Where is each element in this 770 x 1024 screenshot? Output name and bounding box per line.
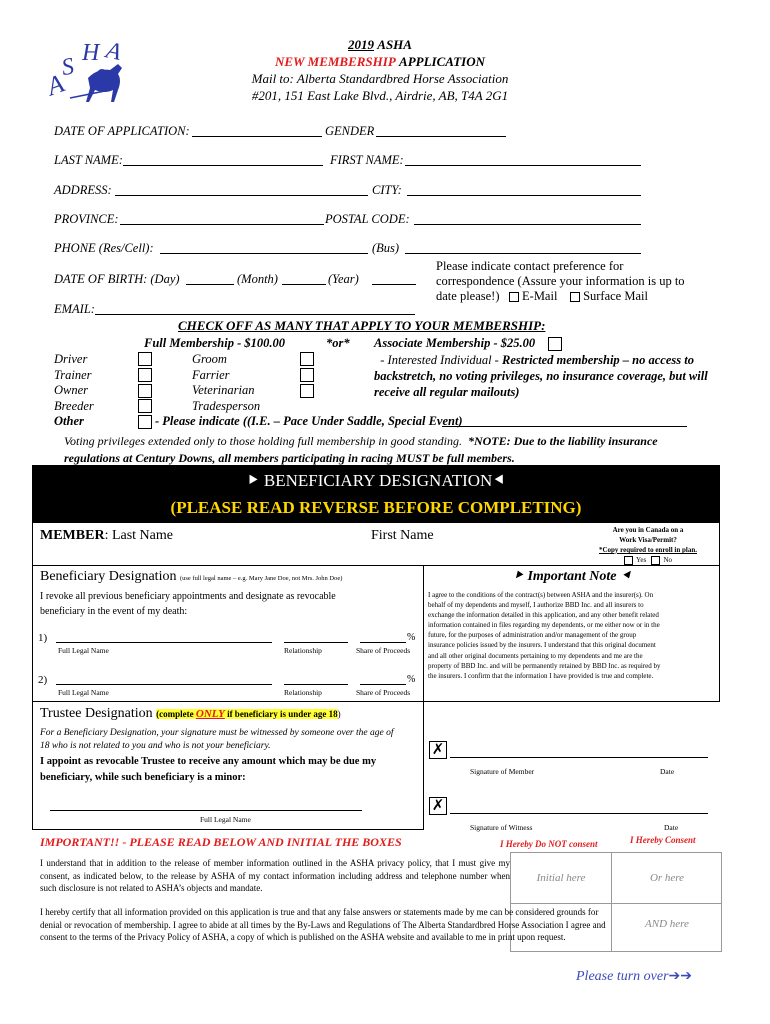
assoc-desc-line3: receive all regular mailouts) [374, 385, 520, 399]
member-first-name: First Name [371, 528, 434, 543]
surface-mail-label: Surface Mail [583, 289, 648, 303]
beneficiary-title-note: (use full legal name – e.g. Mary Jane Doe, not Mrs. John Doe) [179, 575, 343, 582]
last-name-label2: : Last Name [104, 528, 173, 543]
important-consent-heading: IMPORTANT!! - PLEASE READ BELOW AND INITIAL THE BOXES [40, 835, 402, 849]
voting-privileges [64, 433, 754, 467]
dob-month-field[interactable] [282, 284, 326, 285]
yes-label: Yes [636, 556, 647, 564]
last-name-field[interactable] [123, 165, 323, 166]
b1-full-legal-name-label: Full Legal Name [58, 646, 109, 655]
groom-checkbox[interactable] [300, 352, 314, 366]
witness-signature-label: Signature of Witness [470, 823, 533, 832]
associate-membership-label: Associate Membership - $25.00 [374, 336, 536, 350]
canada-q2: Work Visa/Permit? [619, 536, 677, 544]
other-indicate-text [155, 414, 463, 429]
province-field[interactable] [120, 224, 324, 225]
phone-field[interactable] [160, 253, 368, 254]
left-role-checkboxes [138, 351, 152, 429]
witness-signature-field[interactable] [450, 813, 708, 814]
role-veterinarian: Veterinarian [192, 383, 255, 398]
breeder-checkbox[interactable] [138, 399, 152, 413]
left-roles [54, 352, 94, 430]
first-name-label: FIRST NAME: [330, 153, 404, 167]
b2-relationship-label: Relationship [284, 688, 322, 697]
important-note-title: Important Note [527, 569, 617, 584]
last-name-label: LAST NAME: [54, 153, 123, 167]
note-line: information contained in files regarding my dependents, or me either now or in the [428, 621, 660, 630]
banner-title: BENEFICIARY DESIGNATION [263, 471, 493, 490]
assoc-desc-line2: backstretch, no voting privileges, no insurance coverage, but will [374, 369, 708, 383]
trustee-note-close: ) [337, 709, 341, 719]
or-label: *or* [326, 336, 350, 350]
header-title: APPLICATION [399, 54, 485, 69]
beneficiary-2-relationship-field[interactable] [284, 684, 348, 685]
b1-relationship-label: Relationship [284, 646, 322, 655]
header-address: #201, 151 East Lake Blvd., Airdrie, AB, T4A 2G1 [251, 88, 509, 103]
role-tradesperson: Tradesperson [192, 398, 261, 413]
trustee-title: Trustee Designation [40, 706, 153, 721]
witness-line1: For a Beneficiary Designation, your signature must be witnessed by someone over the age of [40, 728, 394, 738]
contact-pref-line2: correspondence (Assure your information is up to [436, 274, 685, 288]
address-field[interactable] [115, 195, 368, 196]
owner-checkbox[interactable] [138, 384, 152, 398]
beneficiary-banner [32, 465, 720, 523]
postal-code-label: POSTAL CODE: [325, 212, 410, 226]
beneficiary-1-share-field[interactable] [360, 642, 406, 643]
role-breeder: Breeder [54, 398, 94, 413]
dob-day-field[interactable] [186, 284, 234, 285]
email-option-label: E-Mail [522, 289, 558, 303]
member-label: MEMBER [40, 528, 105, 543]
member-date-label: Date [660, 767, 675, 776]
appoint-line1: I appoint as revocable Trustee to receive any amount which may be due my [40, 756, 377, 767]
associate-description [374, 352, 754, 400]
trustee-witness-text [40, 727, 420, 753]
witness-date-label: Date [664, 823, 679, 832]
gender-label: GENDER [325, 124, 375, 138]
voting-line2: regulations at Century Downs, all members participating in racing MUST be full members. [64, 451, 515, 465]
canada-question [588, 525, 708, 565]
contact-preference [436, 259, 736, 304]
or-here-label: Or here [649, 872, 685, 884]
note-line: exchange the information detailed in this application, and any other benefit related [428, 611, 659, 620]
please-turn-over [576, 968, 692, 985]
beneficiary-2-number: 2) [38, 674, 48, 686]
header-year: 2019 [348, 37, 375, 52]
phone-label: PHONE (Res/Cell): [54, 241, 154, 255]
role-groom: Groom [192, 352, 227, 366]
banner-line1: ⯈ BENEFICIARY DESIGNATION⯇ [246, 471, 506, 490]
email-field[interactable] [95, 314, 415, 315]
contact-pref-line3: date please!) [436, 289, 500, 303]
note-line: and all other original documents pertaining to my dependents and me are the [428, 651, 643, 660]
member-signature-field[interactable] [450, 757, 708, 758]
consent-label: I Hereby Consent [630, 835, 696, 845]
email-pref-checkbox[interactable] [509, 292, 519, 302]
witness-signature-x-icon [429, 797, 447, 815]
veterinarian-checkbox[interactable] [300, 384, 314, 398]
trustee-note-only: ONLY [195, 708, 225, 720]
note-line: future, for the purposes of administration and/or management of the group [428, 631, 637, 640]
dob-year-field[interactable] [372, 284, 416, 285]
member-signature-label: Signature of Member [470, 767, 535, 776]
revoke-text [40, 589, 420, 619]
b2-full-legal-name-label: Full Legal Name [58, 688, 109, 697]
initial-here-label: Initial here [536, 872, 586, 884]
dob-year-label: (Year) [328, 272, 359, 286]
right-roles [192, 352, 260, 414]
important-note-body [428, 590, 716, 681]
beneficiary-2-share-field[interactable] [360, 684, 406, 685]
revoke-line2: beneficiary in the event of my death: [40, 606, 188, 617]
city-label: CITY: [372, 183, 402, 197]
and-here-label: AND here [645, 918, 689, 930]
assoc-desc-restricted: Restricted membership – no access to [501, 353, 694, 367]
beneficiary-1-pct: % [407, 632, 416, 643]
trustee-note-pre: (complete [156, 709, 196, 719]
important-note-title-row: ⯈ Important Note ⯇ [512, 569, 632, 584]
city-field[interactable] [407, 195, 641, 196]
svg-text:S: S [59, 53, 77, 82]
x-mark: ✗ [431, 798, 445, 814]
address-label: ADDRESS: [54, 183, 112, 197]
driver-checkbox[interactable] [138, 352, 152, 366]
contact-pref-line1: Please indicate contact preference for [436, 259, 624, 273]
canada-q1: Are you in Canada on a [612, 526, 684, 534]
beneficiary-box [32, 566, 424, 702]
role-owner: Owner [54, 383, 89, 398]
trainer-checkbox[interactable] [138, 368, 152, 382]
witness-line2: 18 who is not related to you and who is not your beneficiary. [40, 741, 271, 751]
beneficiary-title-row [40, 569, 342, 585]
surface-mail-checkbox[interactable] [570, 292, 580, 302]
no-label: No [663, 556, 672, 564]
associate-membership-checkbox[interactable] [548, 337, 562, 351]
voting-note: *NOTE: Due to the liability insurance [467, 434, 658, 448]
svg-text:A: A [43, 68, 68, 102]
gender-field[interactable] [376, 136, 506, 137]
full-membership-label: Full Membership - $100.00 [144, 336, 285, 350]
other-checkbox[interactable] [138, 415, 152, 429]
bus-label: (Bus) [372, 241, 400, 255]
turn-over-text: Please turn over [576, 969, 669, 984]
header-title-red: NEW MEMBERSHIP [275, 54, 396, 69]
role-other: Other [54, 414, 84, 429]
trustee-name-field[interactable] [50, 810, 362, 811]
consent-paragraph-1: I understand that in addition to the release of member information outlined in the ASHA privacy policy, that I must give my consent, as indicated below, to the release by ASHA of my contact information including address and telephone number when such disclosure is not related to ASHA’s objects and mandate. [40, 858, 510, 894]
revoke-line1: I revoke all previous beneficiary appointments and designate as revocable [40, 591, 336, 602]
canada-yes-checkbox[interactable] [624, 556, 633, 565]
membership-heading: CHECK OFF AS MANY THAT APPLY TO YOUR MEMBERSHIP: [178, 318, 546, 333]
first-name-field[interactable] [405, 165, 641, 166]
trustee-appoint-text [40, 754, 420, 786]
note-line: behalf of my dependents and myself, I authorize BBD Inc. and all insurers to [428, 601, 644, 610]
beneficiary-title: Beneficiary Designation [40, 569, 177, 584]
date-of-application-label: DATE OF APPLICATION: [54, 124, 190, 138]
note-line: insurance policies issued by the insurers. I understand that this original document [428, 641, 656, 650]
x-mark: ✗ [431, 742, 445, 758]
beneficiary-2-name-field[interactable] [56, 684, 272, 685]
role-trainer: Trainer [54, 367, 92, 382]
trustee-title-row [40, 706, 341, 722]
arrow-right-icon: ➔➔ [668, 969, 692, 984]
b2-share-label: Share of Proceeds [356, 688, 411, 697]
beneficiary-1-relationship-field[interactable] [284, 642, 348, 643]
consent-paragraph-2: I hereby certify that all information provided on this application is true and that any false answers or statements made by me can be considered grounds for denial or revocation of membership. I agree to abide at all times by the By-Laws and Regulations of The Alberta Standardbred Horse Association I agree and consent to the terms of the Privacy Policy of ASHA, a copy of which is published on the ASHA website and available to me in print upon request. [40, 907, 606, 943]
svg-text:H: H [82, 40, 100, 66]
role-farrier: Farrier [192, 367, 230, 382]
role-driver: Driver [54, 352, 88, 366]
assoc-desc-prefix: - Interested Individual - [380, 353, 502, 367]
right-role-checkboxes [300, 351, 314, 398]
asha-logo [40, 38, 150, 108]
dob-month-label: (Month) [237, 272, 278, 286]
header [150, 36, 610, 104]
member-last-name [40, 528, 173, 544]
b1-share-label: Share of Proceeds [356, 646, 411, 655]
note-line: the insurers. I confirm that the information I have provided is true and complete. [428, 671, 654, 680]
other-indicate-label: - Please indicate ((I.E. – Pace Under Saddle, Special Event) [155, 414, 463, 428]
canada-no-checkbox[interactable] [651, 556, 660, 565]
postal-code-field[interactable] [414, 224, 641, 225]
note-line: property of BBD Inc. and will be permanently retained by BBD Inc. as required by [428, 661, 661, 670]
dob-day-label: DATE OF BIRTH: (Day) [54, 272, 180, 286]
svg-text:A: A [103, 38, 124, 66]
not-consent-label: I Hereby Do NOT consent [500, 839, 598, 849]
note-line: I agree to the conditions of the contract(s) between ASHA and the insurer(s). On [428, 591, 654, 599]
bus-phone-field[interactable] [405, 253, 641, 254]
beneficiary-1-name-field[interactable] [56, 642, 272, 643]
email-label: EMAIL: [54, 302, 95, 316]
header-org: ASHA [377, 37, 412, 52]
trustee-full-legal-name-label: Full Legal Name [200, 815, 251, 824]
beneficiary-1-number: 1) [38, 632, 48, 644]
province-label: PROVINCE: [54, 212, 119, 226]
header-mail-to: Mail to: Alberta Standardbred Horse Association [251, 71, 509, 86]
trustee-note-post: if beneficiary is under age 18 [224, 709, 338, 719]
farrier-checkbox[interactable] [300, 368, 314, 382]
voting-line1: Voting privileges extended only to those holding full membership in good standing. [64, 434, 462, 448]
member-signature-x-icon [429, 741, 447, 759]
appoint-line2: beneficiary, while such beneficiary is a minor: [40, 772, 246, 783]
beneficiary-2-pct: % [407, 674, 416, 685]
banner-line2: (PLEASE READ REVERSE BEFORE COMPLETING) [170, 498, 582, 517]
date-of-application-field[interactable] [192, 136, 322, 137]
other-indicate-field[interactable] [442, 426, 687, 427]
canada-q3: *Copy required to enroll in plan. [598, 546, 698, 554]
